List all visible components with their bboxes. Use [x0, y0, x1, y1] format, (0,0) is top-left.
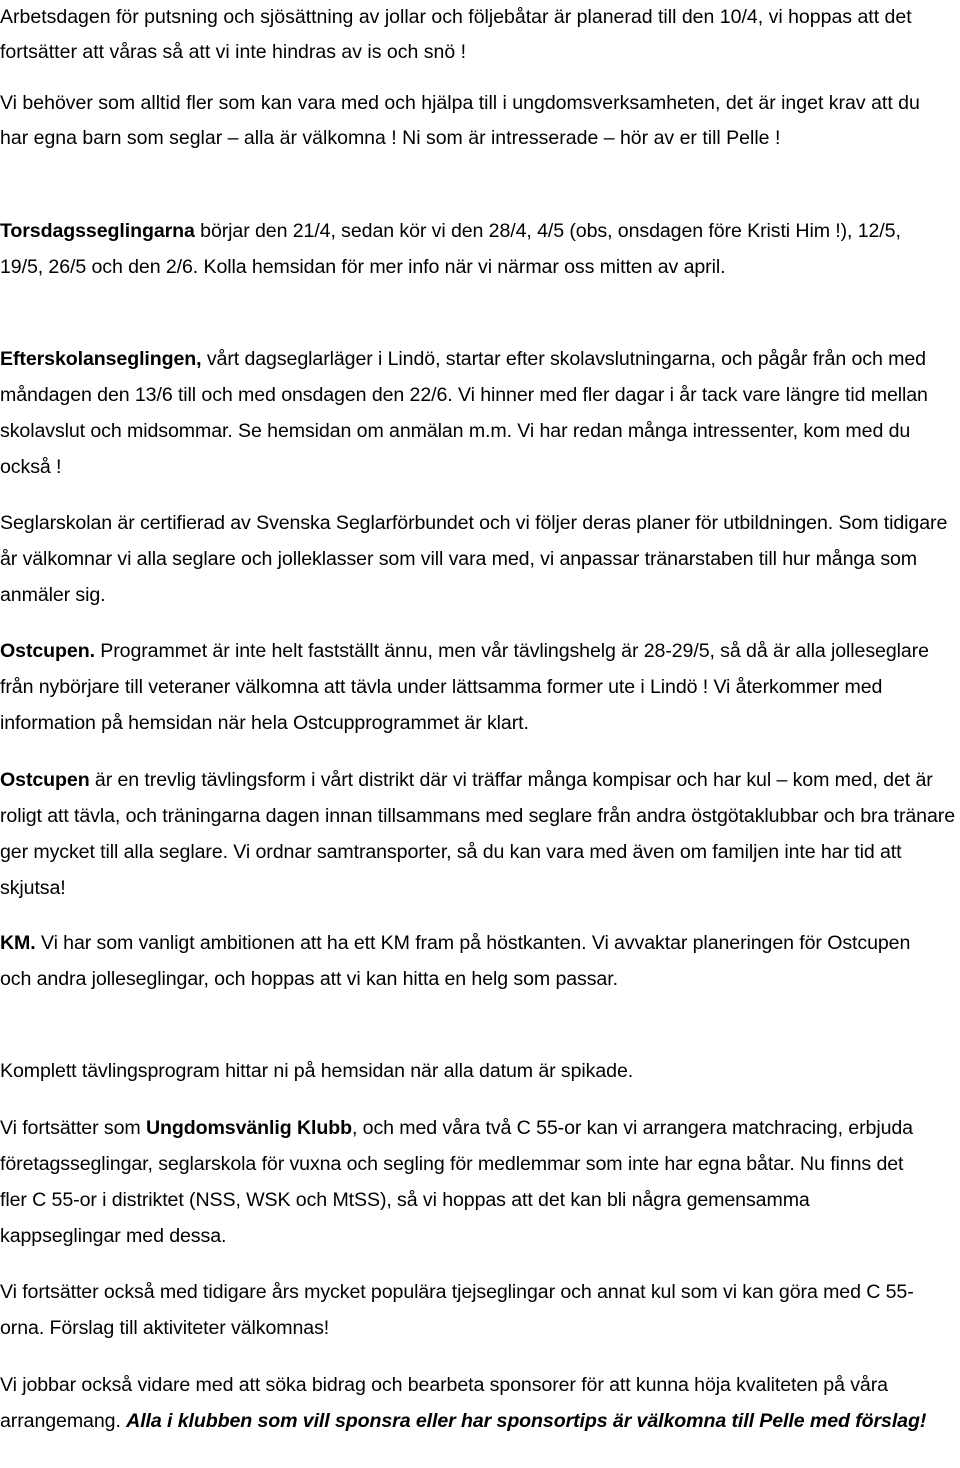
youth-club-text-2: , och med våra två C 55-or kan vi arrangera matchracing, erbjuda företagsseglingar, seglarskola för vuxna och segling för medlemmar som inte har egna båtar. Nu finns det fler C 55-or i distriktet (NSS, WSK och MtSS), så vi hoppas att det kan bli några gemensamma kappseglingar med dessa.: [0, 1117, 913, 1247]
paragraph-workday: [0, 0, 955, 70]
paragraph-youth-club: [0, 1110, 935, 1254]
youth-club-text-1: Vi fortsätter som: [0, 1117, 146, 1139]
paragraph-competition-program: [0, 1053, 950, 1089]
thursday-sailing-text: börjar den 21/4, sedan kör vi den 28/4, 4/5 (obs, onsdagen före Kristi Him !), 12/5, 19/5, 26/5 och den 2/6. Kolla hemsidan för mer info när vi närmar oss mitten av april.: [0, 220, 901, 278]
girls-sailing-text: Vi fortsätter också med tidigare års mycket populära tjejseglingar och annat kul som vi kan göra med C 55-orna. Förslag till aktiviteter välkomnas!: [0, 1281, 914, 1339]
sponsors-text: Vi jobbar också vidare med att söka bidrag och bearbeta sponsorer för att kunna höja kvaliteten på våra arrangemang.: [0, 1374, 888, 1432]
paragraph-workday-text: Arbetsdagen för putsning och sjösättning av jollar och följebåtar är planerad till den 10/4, vi hoppas att det fortsätter att våras så att vi inte hindras av is och snö !: [0, 6, 912, 63]
youth-club-heading: Ungdomsvänlig Klubb: [145, 1117, 352, 1139]
ostcupen-program-heading: Ostcupen.: [0, 640, 95, 662]
paragraph-ostcupen-program: [0, 633, 950, 741]
paragraph-sailing-school: [0, 505, 950, 613]
after-school-sailing-text: vårt dagseglarläger i Lindö, startar efter skolavslutningarna, och pågår från och med måndagen den 13/6 till och med onsdagen den 22/6. Vi hinner med fler dagar i år tack vare längre tid mellan skolavslut och midsommar. Se hemsidan om anmälan m.m. Vi har redan många intressenter, kom med du också !: [0, 348, 928, 478]
km-heading: KM.: [0, 932, 36, 954]
ostcupen-info-heading: Ostcupen: [0, 769, 90, 791]
ostcupen-info-text: är en trevlig tävlingsform i vårt distrikt där vi träffar många kompisar och har kul – kom med, det är roligt att tävla, och träningarna dagen innan tillsammans med seglare från andra östgötaklubbar och bra tränare ger mycket till alla seglare. Vi ordnar samtransporter, så du kan vara med även om familjen inte har tid att skjutsa!: [0, 769, 956, 899]
sailing-school-text: Seglarskolan är certifierad av Svenska Seglarförbundet och vi följer deras planer för utbildningen. Som tidigare år välkomnar vi alla seglare och jolleklasser som vill vara med, vi anpassar tränarstaben till hur många som anmäler sig.: [0, 512, 948, 606]
paragraph-after-school-sailing: [0, 341, 958, 485]
km-text: Vi har som vanligt ambitionen att ha ett KM fram på höstkanten. Vi avvaktar planeringen för Ostcupen och andra jolleseglingar, och hoppas att vi kan hitta en helg som passar.: [0, 932, 911, 990]
paragraph-volunteers-text: Vi behöver som alltid fler som kan vara med och hjälpa till i ungdomsverksamheten, det är inget krav att du har egna barn som seglar – alla är välkomna ! Ni som är intresserade – hör av er till Pelle !: [0, 92, 920, 149]
thursday-sailing-heading: Torsdagsseglingarna: [0, 220, 195, 242]
competition-program-text: Komplett tävlingsprogram hittar ni på hemsidan när alla datum är spikade.: [0, 1060, 634, 1082]
sponsors-call-to-action: Alla i klubben som vill sponsra eller har sponsortips är välkomna till Pelle med förslag!: [126, 1410, 927, 1432]
paragraph-km: [0, 925, 930, 997]
paragraph-sponsors: [0, 1367, 935, 1439]
paragraph-girls-sailing: [0, 1274, 950, 1346]
ostcupen-program-text: Programmet är inte helt fastställt ännu, men vår tävlingshelg är 28-29/5, så då är alla jolleseglare från nybörjare till veteraner välkomna att tävla under lättsamma former ute i Lindö ! Vi återkommer med information på hemsidan när hela Ostcupprogrammet är klart.: [0, 640, 929, 734]
paragraph-volunteers: [0, 86, 945, 156]
paragraph-thursday-sailing: [0, 213, 945, 285]
paragraph-ostcupen-info: [0, 762, 955, 906]
after-school-sailing-heading: Efterskolanseglingen,: [0, 348, 202, 370]
